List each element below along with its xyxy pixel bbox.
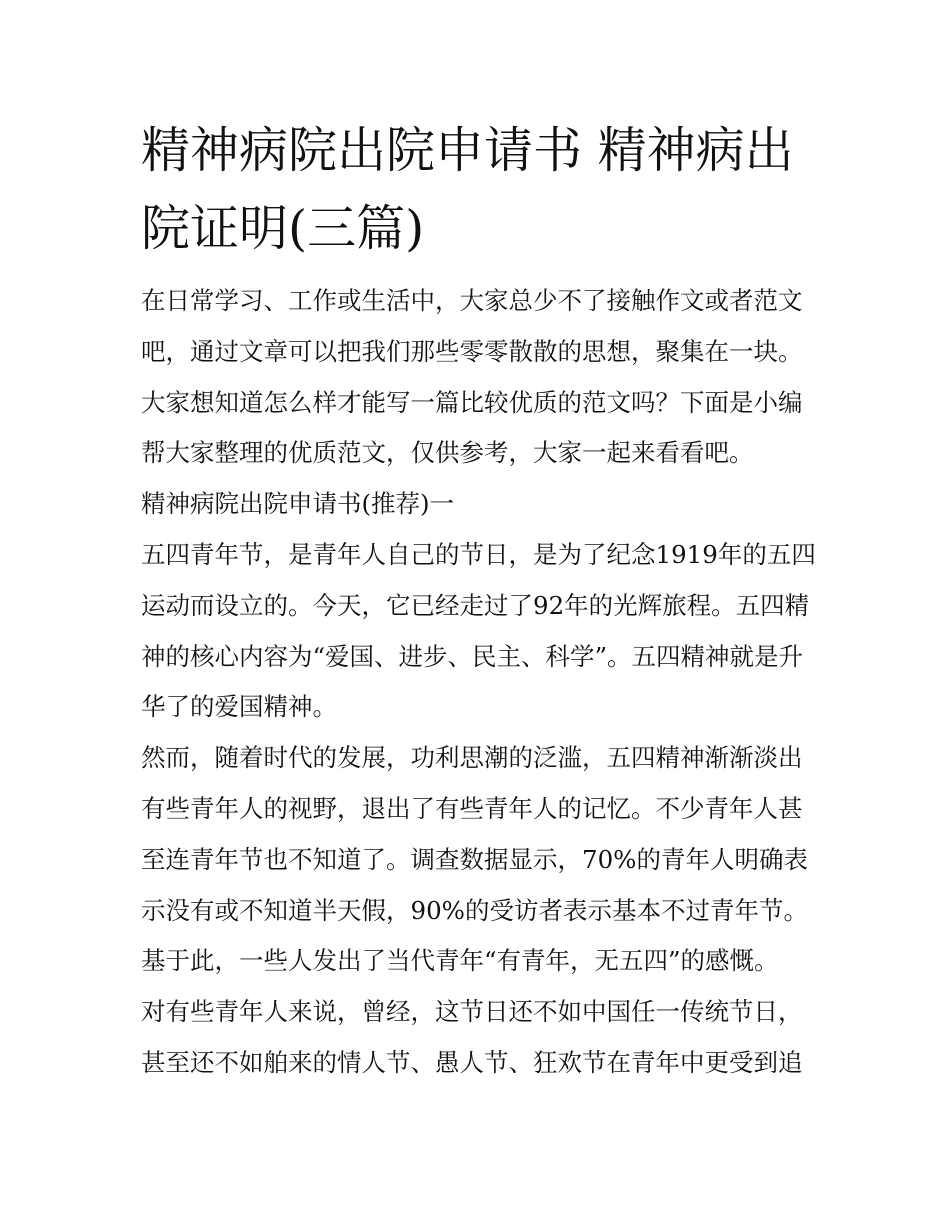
section-heading: 精神病院出院申请书(推荐)一: [141, 489, 455, 519]
paragraph-intro: 在日常学习、工作或生活中，大家总少不了接触作文或者范文吧，通过文章可以把我们那些零零散散的思想，聚集在一块。大家想知道怎么样才能写一篇比较优质的范文吗？下面是小编帮大家整理的优质范文，仅供参考，大家一起来看看吧。: [141, 286, 803, 468]
document-body: [141, 276, 821, 1089]
paragraph-festivals: 对有些青年人来说，曾经，这节日还不如中国任一传统节日，甚至还不如舶来的情人节、愚人节、狂欢节在青年中更受到追: [141, 997, 803, 1077]
paragraph-decline: 然而，随着时代的发展，功利思潮的泛滥，五四精神渐渐淡出有些青年人的视野，退出了有些青年人的记忆。不少青年人甚至连青年节也不知道了。调查数据显示，70%的青年人明确表示没有或不知道半天假，90%的受访者表示基本不过青年节。基于此，一些人发出了当代青年“有青年，无五四”的感慨。: [141, 743, 808, 976]
paragraph-youth-day: 五四青年节，是青年人自己的节日，是为了纪念1919年的五四运动而设立的。今天，它已经走过了92年的光辉旅程。五四精神的核心内容为“爱国、进步、民主、科学”。五四精神就是升华了的爱国精神。: [141, 539, 816, 722]
document-title: 精神病院出院申请书 精神病出院证明(三篇): [141, 122, 794, 257]
